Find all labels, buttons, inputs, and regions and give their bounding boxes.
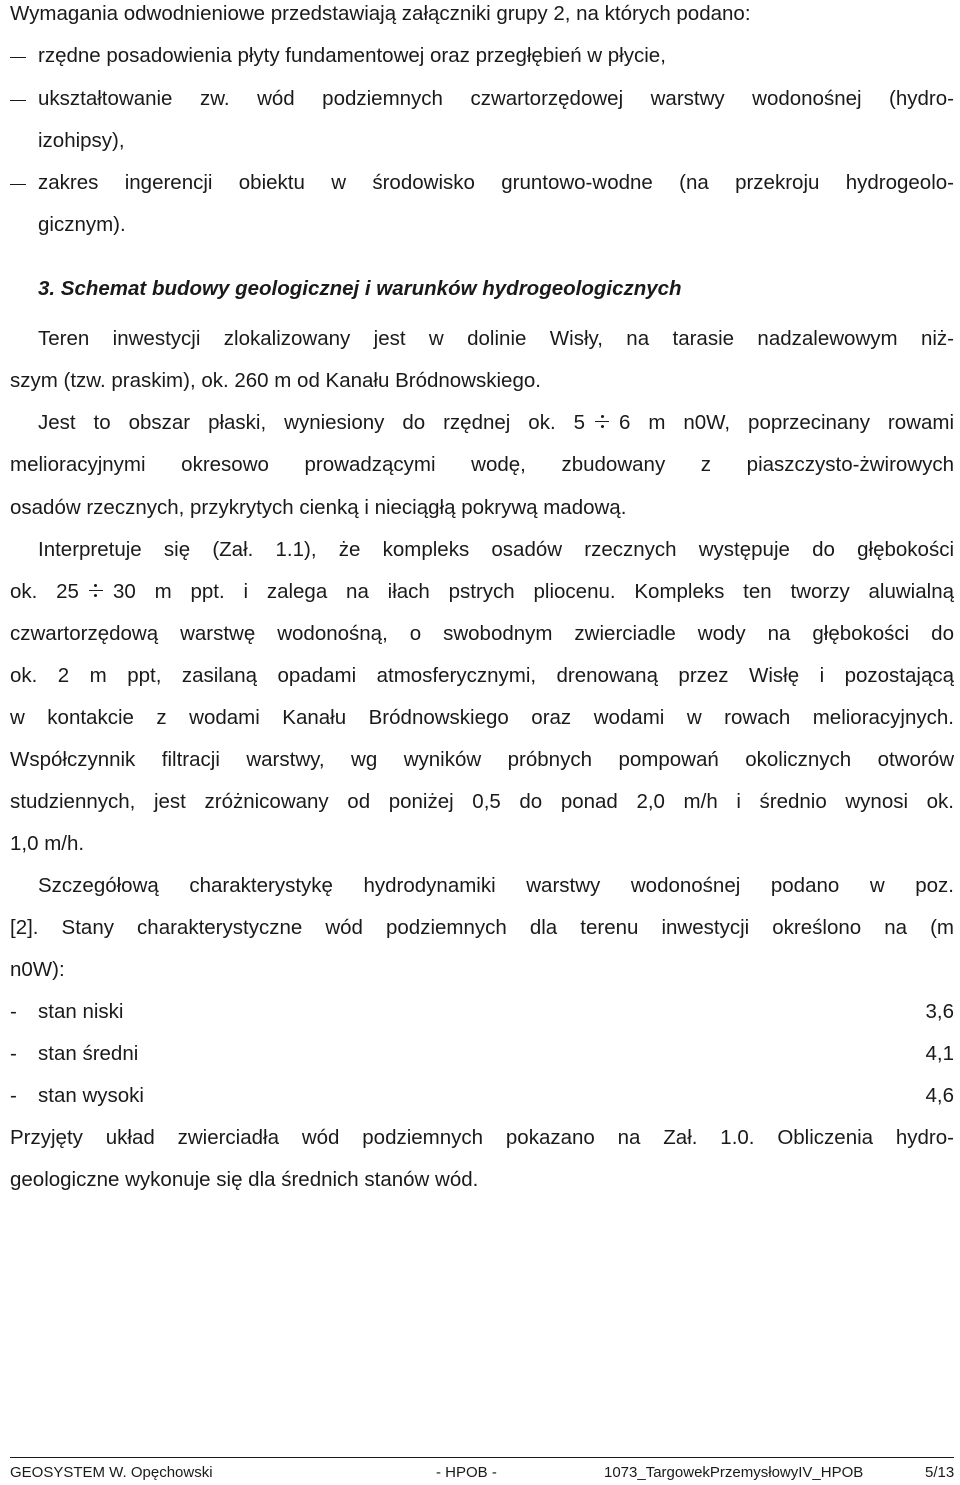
level-label: stan niski <box>38 1000 124 1023</box>
para4-line-1: Szczegółową charakterystykę hydrodynamiki warstwy wodonośnej podano w poz. <box>38 874 954 897</box>
para5-line-1: Przyjęty układ zwierciadła wód podziemnych pokazano na Zał. 1.0. Obliczenia hydro- <box>10 1126 954 1149</box>
para2-line-1 <box>38 411 954 435</box>
para2-line-3: osadów rzecznych, przykrytych cienką i nieciągłą pokrywą madową. <box>10 496 627 519</box>
level-dash: - <box>10 1084 17 1107</box>
para1-line-1: Teren inwestycji zlokalizowany jest w dolinie Wisły, na tarasie nadzalewowym niż- <box>38 327 954 350</box>
para1-line-2: szym (tzw. praskim), ok. 260 m od Kanału Bródnowskiego. <box>10 369 541 392</box>
level-value: 3,6 <box>925 1000 954 1023</box>
para4-line-3: n0W): <box>10 958 65 981</box>
footer-rule <box>10 1457 954 1458</box>
level-dash: - <box>10 1000 17 1023</box>
bullet-2-line-1: ukształtowanie zw. wód podziemnych czwartorzędowej warstwy wodonośnej (hydro- <box>38 87 954 110</box>
level-value: 4,6 <box>925 1084 954 1107</box>
division-sign-icon <box>87 583 105 599</box>
para3-line-1: Interpretuje się (Zał. 1.1), że kompleks osadów rzecznych występuje do głębokości <box>38 538 954 561</box>
bullet-1: rzędne posadowienia płyty fundamentowej oraz przegłębień w płycie, <box>38 44 666 67</box>
footer-code: - HPOB - <box>436 1464 497 1481</box>
para4-line-2: [2]. Stany charakterystyczne wód podziemnych dla terenu inwestycji określono na (m <box>10 916 954 939</box>
division-sign-icon <box>593 414 611 430</box>
para3-line-2-b: 30 m ppt. i zalega na iłach pstrych pliocenu. Kompleks ten tworzy aluwialną <box>112 580 954 603</box>
intro-text: Wymagania odwodnieniowe przedstawiają załączniki grupy 2, na których podano: <box>10 2 751 25</box>
bullet-dash <box>10 100 26 101</box>
section-heading: 3. Schemat budowy geologicznej i warunków hydrogeologicznych <box>38 277 682 300</box>
footer-file: 1073_TargowekPrzemysłowyIV_HPOB <box>604 1464 864 1481</box>
level-label: stan średni <box>38 1042 139 1065</box>
bullet-3-line-1: zakres ingerencji obiektu w środowisko gruntowo-wodne (na przekroju hydrogeolo- <box>38 171 954 194</box>
para3-line-5: w kontakcie z wodami Kanału Bródnowskiego oraz wodami w rowach melioracyjnych. <box>10 706 954 729</box>
level-dash: - <box>10 1042 17 1065</box>
bullet-dash <box>10 57 26 58</box>
para3-line-3: czwartorzędową warstwę wodonośną, o swobodnym zwierciadle wody na głębokości do <box>10 622 954 645</box>
para2-line-1-b: 6 m n0W, poprzecinany rowami <box>619 411 954 434</box>
para3-line-2 <box>10 580 954 604</box>
para2-line-2: melioracyjnymi okresowo prowadzącymi wodę, zbudowany z piaszczysto-żwirowych <box>10 453 954 476</box>
footer-page-number: 5/13 <box>925 1464 955 1481</box>
para2-line-1-a: Jest to obszar płaski, wyniesiony do rzędnej ok. 5 <box>38 411 585 434</box>
para5-line-2: geologiczne wykonuje się dla średnich stanów wód. <box>10 1168 479 1191</box>
para3-line-8: 1,0 m/h. <box>10 832 85 855</box>
para3-line-2-a: ok. 25 <box>10 580 79 603</box>
para3-line-6: Współczynnik filtracji warstwy, wg wyników próbnych pompowań okolicznych otworów <box>10 748 954 771</box>
level-label: stan wysoki <box>38 1084 144 1107</box>
bullet-dash <box>10 184 26 185</box>
para3-line-4: ok. 2 m ppt, zasilaną opadami atmosferycznymi, drenowaną przez Wisłę i pozostającą <box>10 664 954 687</box>
level-value: 4,1 <box>925 1042 954 1065</box>
bullet-2-line-2: izohipsy), <box>38 129 125 152</box>
footer-company: GEOSYSTEM W. Opęchowski <box>10 1464 213 1481</box>
bullet-3-line-2: gicznym). <box>38 213 126 236</box>
para3-line-7: studziennych, jest zróżnicowany od poniżej 0,5 do ponad 2,0 m/h i średnio wynosi ok. <box>10 790 954 813</box>
